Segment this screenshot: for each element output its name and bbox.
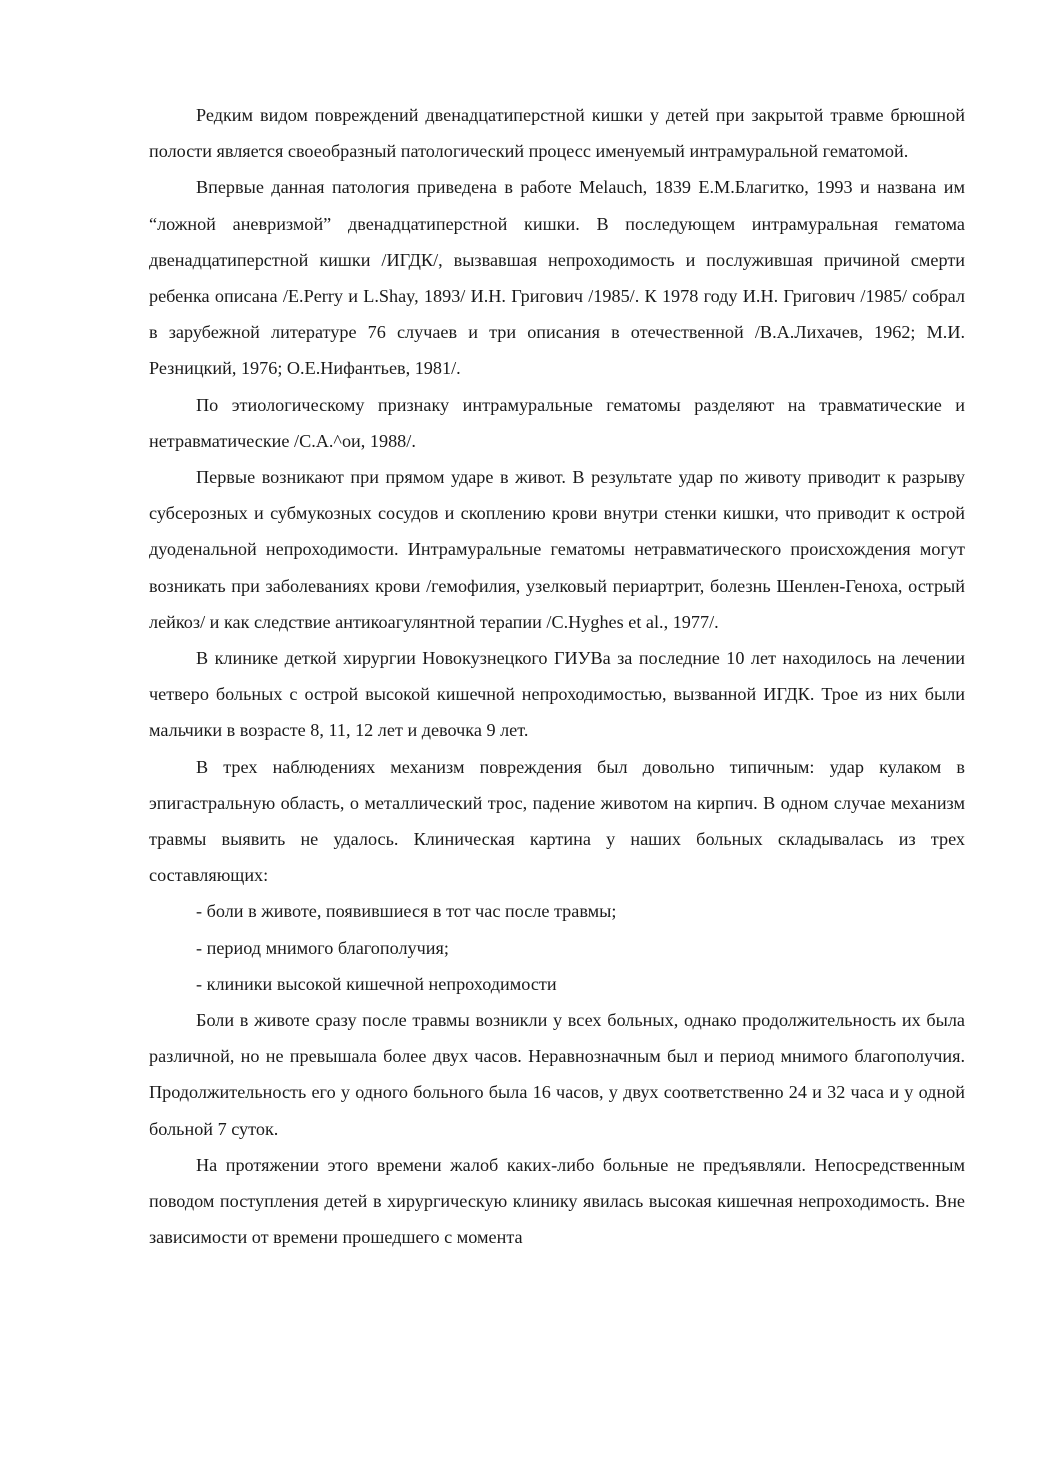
paragraph-1: Редким видом повреждений двенадцатиперстной кишки у детей при закрытой травме брюшной полости является своеобразный патологический процесс именуемый интрамуральной гематомой. (149, 105, 965, 162)
paragraph-8: На протяжении этого времени жалоб каких-либо больные не предъявляли. Непосредственным поводом поступления детей в хирургическую клинику явилась высокая кишечная непроходимость. Вне зависимости от времени прошедшего с момента (149, 1154, 965, 1248)
paragraph-4: Первые возникают при прямом ударе в живот. В результате удар по животу приводит к разрыву субсерозных и субмукозных сосудов и скоплению крови внутри стенки кишки, что приводит к острой дуоденальной непроходимости. Интрамуральные гематомы нетравматического происхождения могут возникать при заболеваниях крови /гемофилия, узелковый периартрит, болезнь Шенлен-Геноха, острый лейкоз/ и как следствие антикоагулянтной терапии /С.Hyghes et al., 1977/. (149, 467, 965, 632)
list-item-1: - боли в животе, появившиеся в тот час после травмы; (196, 901, 617, 922)
paragraph-3: По этиологическому признаку интрамуральные гематомы разделяют на травматические и нетравматические /С.А.^ои, 1988/. (149, 394, 965, 451)
list-item-2: - период мнимого благополучия; (196, 937, 449, 958)
paragraph-5: В клинике деткой хирургии Новокузнецкого ГИУВа за последние 10 лет находилось на лечении четверо больных с острой высокой кишечной непроходимостью, вызванной ИГДК. Трое из них были мальчики в возрасте 8, 11, 12 лет и девочка 9 лет. (149, 648, 965, 741)
paragraph-7: Боли в животе сразу после травмы возникли у всех больных, однако продолжительность их была различной, но не превышала более двух часов. Неравнозначным был и период мнимого благополучия. Продолжительность его у одного больного была 16 часов, у двух соответственно 24 и 32 часа и у одной больной 7 суток. (149, 1010, 965, 1139)
list-item-3: - клиники высокой кишечной непроходимости (196, 973, 557, 994)
paragraph-6: В трех наблюдениях механизм повреждения был довольно типичным: удар кулаком в эпигастральную область, о металлический трос, падение животом на кирпич. В одном случае механизм травмы выявить не удалось. Клиническая картина у наших больных складывалась из трех составляющих: (149, 756, 965, 886)
paragraph-2: Впервые данная патология приведена в работе Melauch, 1839 Е.М.Благитко, 1993 и названа им “ложной аневризмой” двенадцатиперстной кишки. В последующем интрамуральная гематома двенадцатиперстной кишки /ИГДК/, вызвавшая непроходимость и послужившая причиной смерти ребенка описана /E.Perry и L.Shay, 1893/ И.Н. Григович /1985/. К 1978 году И.Н. Григович /1985/ собрал в зарубежной литературе 76 случаев и три описания в отечественной /В.А.Лихачев, 1962; М.И. Резницкий, 1976; О.Е.Нифантьев, 1981/. (149, 177, 965, 379)
